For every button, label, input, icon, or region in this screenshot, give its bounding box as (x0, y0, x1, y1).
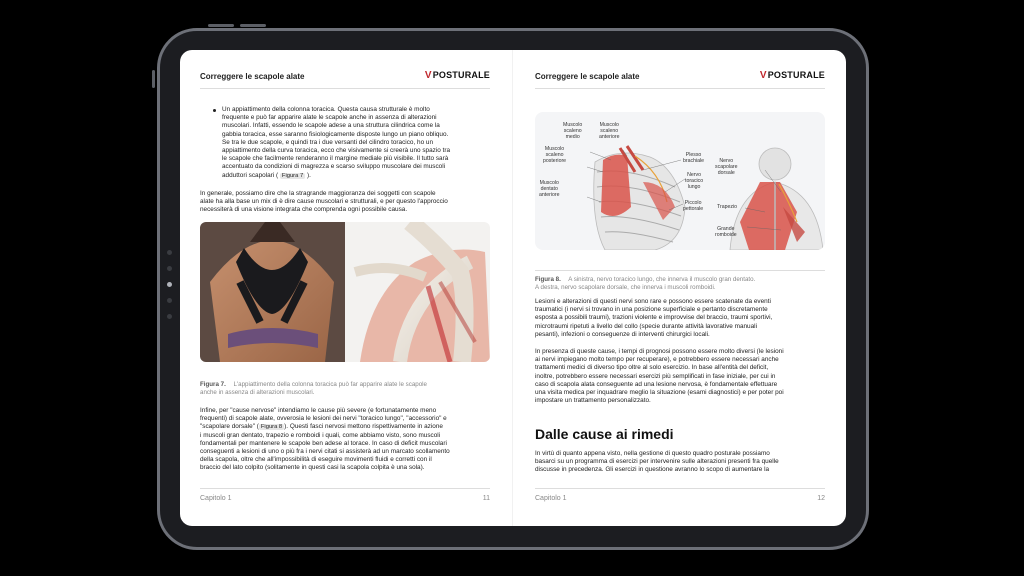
label-line: brachiale (683, 158, 705, 164)
caption-label: Figura 7. (200, 381, 226, 388)
label-trapezio (717, 204, 737, 210)
label-line: Trapezio (717, 204, 737, 210)
tablet-top-button (208, 24, 234, 27)
text-line: Un appiattimento della colonna toracica. Questa causa strutturale è molto (222, 106, 430, 113)
header-title: Correggere le scapole alate (535, 72, 640, 81)
caption-divider (535, 270, 825, 271)
figure-7-caption (200, 381, 492, 397)
text-line: necessiterà di una visione integrata che comprenda ogni possibile causa. (200, 206, 408, 214)
text-line: Se tra le due scapole, e quindi tra i due versanti del cilindro toracico, ho un (222, 138, 434, 146)
page-header (200, 72, 490, 89)
bullet-dot (213, 109, 216, 112)
page-number: 12 (817, 495, 825, 502)
text-line: gabbia toracica, esse saranno fisiologicamente disposte lungo un piano obliquo. (222, 130, 449, 138)
label-line: medio (565, 134, 580, 140)
page-dot[interactable] (167, 298, 172, 303)
bullet-paragraph (222, 106, 492, 180)
logo-v-icon: V (424, 70, 432, 81)
page-header (535, 72, 825, 89)
caption-label: Figura 8. (535, 276, 561, 283)
page-footer (200, 488, 490, 503)
caption-line: A destra, nervo scapolare dorsale, che innerva i muscoli romboidi. (535, 284, 716, 291)
label-scaleno-posteriore (543, 146, 566, 164)
ebook-screen (180, 50, 846, 526)
text-line: "scapolare dorsale" ( (200, 423, 259, 431)
label-piccolo-pettorale (683, 200, 703, 212)
text-line: ). (306, 171, 311, 179)
page-indicator (166, 250, 174, 330)
text-line: una visita medica per inquadrare meglio la situazione (esami diagnostici) e per poter poi (535, 389, 784, 397)
text-line: muscolari. Infatti, essendo le scapole adese a una struttura cilindrica come la (222, 122, 440, 130)
label-line: posteriore (543, 158, 567, 164)
paragraph-3 (535, 450, 827, 475)
label-line: Grande (717, 226, 735, 232)
label-nervo-toracico (685, 172, 703, 190)
text-line: pesanti), infezioni o conseguenze di interventi chirurgici locali. (535, 330, 710, 338)
figure-ref-link[interactable]: Figura 7 (281, 172, 304, 179)
paragraph-1 (535, 298, 827, 339)
footer-chapter: Capitolo 1 (200, 495, 232, 502)
label-line: scapolare (715, 164, 738, 170)
label-line: lungo (687, 184, 701, 190)
page-dot[interactable] (167, 266, 172, 271)
text-line: In generale, possiamo dire che la stragrande maggioranza dei soggetti con scapole (200, 190, 436, 197)
text-line: basarci su un programma di esercizi per intervenire sulle alterazioni presenti fra quelle (535, 458, 779, 466)
logo-text: POSTURALE (432, 70, 490, 80)
label-line: anteriore (539, 192, 560, 198)
page-right (535, 50, 825, 526)
tablet-top-button-2 (240, 24, 266, 27)
text-line: inoltre, potrebbero essere necessari esercizi più semplificati in fase iniziale, per cui in (535, 372, 776, 380)
label-dentato-anteriore (539, 180, 559, 198)
text-line: frequenti) di scapole alate, ovverosia le lesioni dei nervi "toracico lungo", "accessorio" e (200, 415, 447, 423)
label-line: dorsale (717, 170, 735, 176)
text-line: appiattimento della curva toracica, ecco che visivamente si creerà uno spazio tra (222, 147, 451, 155)
text-line: microtraumi ripetuti a livello del collo (specie durante attività lavorative manuali (535, 322, 757, 330)
page-dot-active[interactable] (167, 282, 172, 287)
label-line: Piccolo (684, 200, 702, 206)
figure-7-photo-illustration (200, 222, 490, 362)
label-line: Muscolo (599, 122, 619, 128)
text-line: le scapole che facilmente renderanno il margine mediale più visibile. Il tutto sarà (222, 155, 449, 163)
text-line: In presenza di queste cause, i tempi di prognosi possono essere molto diversi (le lesioni (535, 348, 784, 355)
page-divider (512, 50, 513, 526)
text-line: impostare un trattamento personalizzato. (535, 397, 651, 405)
text-line: traumatici (i nervi si trovano in una posizione superficiale e pertanto discretamente (535, 306, 768, 314)
label-line: romboide (715, 232, 737, 238)
label-line: Muscolo (563, 122, 583, 128)
figure-8-diagram (535, 112, 825, 250)
logo-text: POSTURALE (767, 70, 825, 80)
page-number: 11 (482, 495, 490, 502)
caption-line: anche in assenza di alterazioni muscolari. (200, 389, 315, 396)
text-line: fondamentali per mantenere le scapole ben adese al torace. In caso di deficit muscolari (200, 439, 447, 447)
text-line: In virtù di quanto appena visto, nella gestione di questo quadro posturale possiamo (535, 450, 770, 457)
text-line: caso di scapola alata conseguente ad una lesione nervosa, è fondamentale effettuare (535, 380, 778, 388)
text-line: conseguenti a lesioni di uno o più fra i nervi citati si assisterà ad un marcato scollamento (200, 448, 450, 456)
text-line: frequente e può far apparire alate le scapole anche in assenza di alterazioni (222, 114, 437, 122)
label-nervo-scapolare (715, 158, 738, 176)
label-line: Muscolo (539, 180, 559, 186)
text-line: Lesioni e alterazioni di questi nervi sono rare e possono essere scatenate da eventi (535, 298, 771, 305)
label-line: scaleno (563, 128, 582, 134)
figure-8-caption (535, 276, 827, 292)
footer-chapter: Capitolo 1 (535, 495, 567, 502)
logo-v-icon: V (759, 70, 767, 81)
label-line: Nervo (719, 158, 734, 164)
brand-logo (425, 70, 490, 81)
paragraph-2 (535, 348, 827, 405)
brand-logo (760, 70, 825, 81)
label-line: dentato (540, 186, 558, 192)
text-line: trattamenti medici di diverso tipo oltre al solo esercizio. In base all'entità del deficit, (535, 364, 769, 372)
tablet-side-button (152, 70, 155, 88)
caption-line: L'appiattimento della colonna toracica può far apparire alate le scapole (233, 381, 427, 388)
text-line: discusse in precedenza. Gli esercizi in questione avranno lo scopo di aumentare la (535, 466, 770, 474)
page-dot[interactable] (167, 314, 172, 319)
figure-ref-link[interactable]: Figura 8 (260, 424, 283, 431)
label-line: Muscolo (544, 146, 565, 152)
label-line: toracico (685, 178, 704, 184)
paragraph-1 (200, 190, 492, 215)
page-footer (535, 488, 825, 503)
page-left (200, 50, 490, 526)
text-line: esposta a possibili traumi), trazioni violente e improvvise del braccio, traumi sportivi, (535, 314, 773, 322)
label-line: anteriore (599, 134, 620, 140)
label-line: scaleno (600, 128, 619, 134)
label-line: pettorale (683, 206, 704, 212)
label-plesso-brachiale (683, 152, 704, 164)
text-line: adduttori scapolari ( (222, 171, 279, 179)
text-line: alate ha alla base un mix di è dire cause muscolari e strutturali, e per questo l'approccio (200, 198, 448, 206)
paragraph-2 (200, 407, 492, 473)
text-line: Infine, per "cause nervose" intendiamo le cause più severe (e fortunatamente meno (200, 407, 437, 414)
text-line: ai nervi impiegano molto tempo per recuperare), e potrebbero essere necessari anche (535, 356, 779, 364)
figure-7-image (200, 222, 490, 362)
label-line: Plesso (685, 152, 702, 158)
section-heading: Dalle cause ai rimedi (535, 426, 674, 442)
page-dot[interactable] (167, 250, 172, 255)
label-grande-romboide (715, 226, 737, 238)
header-title: Correggere le scapole alate (200, 72, 305, 81)
label-scaleno-medio (563, 122, 582, 140)
text-line: della scapola, oltre che all'impossibilità di eseguire movimenti fluidi e corretti con il (200, 456, 432, 464)
text-line: braccio del lato colpito (solitamente in questi casi la scapola colpita è una sola). (200, 464, 425, 472)
caption-line: A sinistra, nervo toracico lungo, che innerva il muscolo gran dentato. (568, 276, 756, 283)
text-line: i muscoli gran dentato, trapezio e romboidi i quali, come abbiamo visto, sono muscoli (200, 431, 441, 439)
label-scaleno-anteriore (599, 122, 619, 140)
text-line: ). Questi fasci nervosi mettono rispettivamente in azione (284, 423, 443, 431)
text-line: accentuato da condizioni di magrezza e scarso sviluppo muscolare dei muscoli (222, 163, 446, 171)
label-line: scaleno (545, 152, 564, 158)
label-line: Nervo (687, 172, 701, 178)
